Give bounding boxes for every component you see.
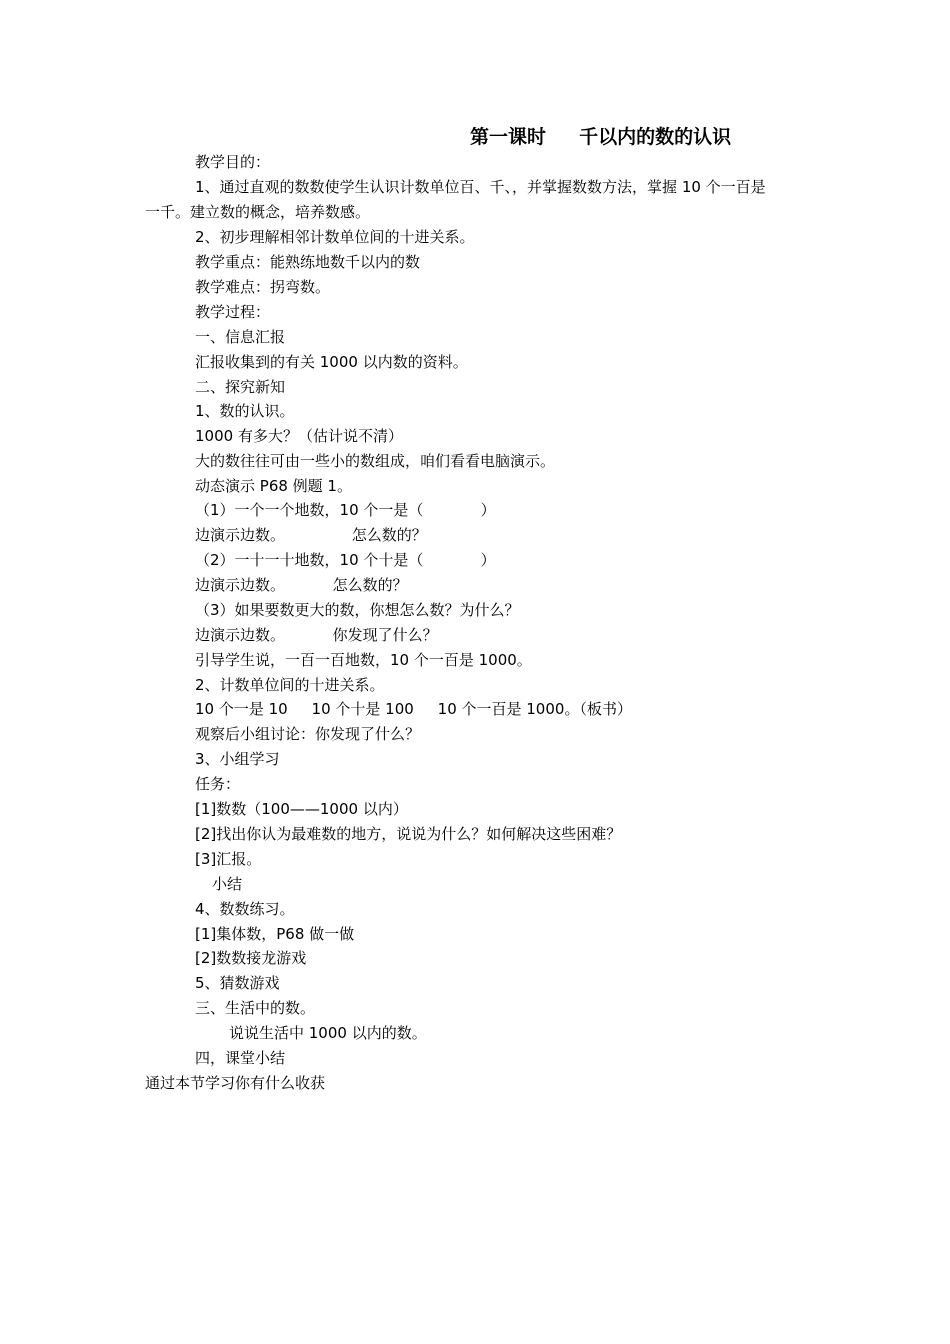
text-line: 通过本节学习你有什么收获 <box>145 1074 326 1092</box>
text-line: 5、猜数游戏 <box>195 974 280 992</box>
text-line: 汇报收集到的有关 1000 以内数的资料。 <box>195 353 468 371</box>
text-line: 3、小组学习 <box>195 750 280 768</box>
text-line: 一千。建立数的概念，培养数感。 <box>145 203 371 221</box>
text-line: 说说生活中 1000 以内的数。 <box>229 1024 427 1042</box>
document-title: 第一课时 千以内的数的认识 <box>470 126 732 148</box>
text-line: 引导学生说，一百一百地数，10 个一百是 1000。 <box>195 651 532 669</box>
text-line: 教学重点：能熟练地数千以内的数 <box>195 253 421 271</box>
text-line: 动态演示 P68 例题 1。 <box>195 477 352 495</box>
text-line: [2]数数接龙游戏 <box>195 949 307 967</box>
text-line: 教学目的： <box>195 153 271 171</box>
text-line: 任务： <box>195 775 241 793</box>
text-line: （1）一个一个地数，10 个一是（ ） <box>195 501 496 519</box>
text-line: [1]集体数，P68 做一做 <box>195 925 355 943</box>
text-line: 1000 有多大？（估计说不清） <box>195 427 403 445</box>
text-line: 边演示边数。 你发现了什么？ <box>195 626 438 644</box>
text-line: 边演示边数。 怎么数的？ <box>195 526 427 544</box>
text-line: 2、计数单位间的十进关系。 <box>195 676 385 694</box>
text-line: 教学难点：拐弯数。 <box>195 278 331 296</box>
text-line: 2、初步理解相邻计数单位间的十进关系。 <box>195 228 475 246</box>
text-line: 三、生活中的数。 <box>195 999 316 1017</box>
text-line: 一、信息汇报 <box>195 328 286 346</box>
text-line: 1、通过直观的数数使学生认识计数单位百、千、，并掌握数数方法，掌握 10 个一百是 <box>195 178 766 196</box>
text-line: 四，课堂小结 <box>195 1049 286 1067</box>
text-line: 边演示边数。 怎么数的？ <box>195 576 408 594</box>
text-line: [3]汇报。 <box>195 850 262 868</box>
text-line: [2]找出你认为最难数的地方，说说为什么？如何解决这些困难？ <box>195 825 622 843</box>
text-line: 大的数往往可由一些小的数组成，咱们看看电脑演示。 <box>195 452 556 470</box>
text-line: 观察后小组讨论：你发现了什么？ <box>195 725 421 743</box>
text-line: 4、数数练习。 <box>195 900 295 918</box>
text-line: 小结 <box>212 875 243 893</box>
text-line: 1、数的认识。 <box>195 402 295 420</box>
text-line: （2）一十一十地数，10 个十是（ ） <box>195 551 496 569</box>
text-line: [1]数数（100——1000 以内） <box>195 800 408 818</box>
text-line: 10 个一是 10 10 个十是 100 10 个一百是 1000。（板书） <box>195 700 632 718</box>
text-line: 教学过程： <box>195 303 271 321</box>
text-line: 二、探究新知 <box>195 378 286 396</box>
text-line: （3）如果要数更大的数，你想怎么数？为什么？ <box>195 601 520 619</box>
